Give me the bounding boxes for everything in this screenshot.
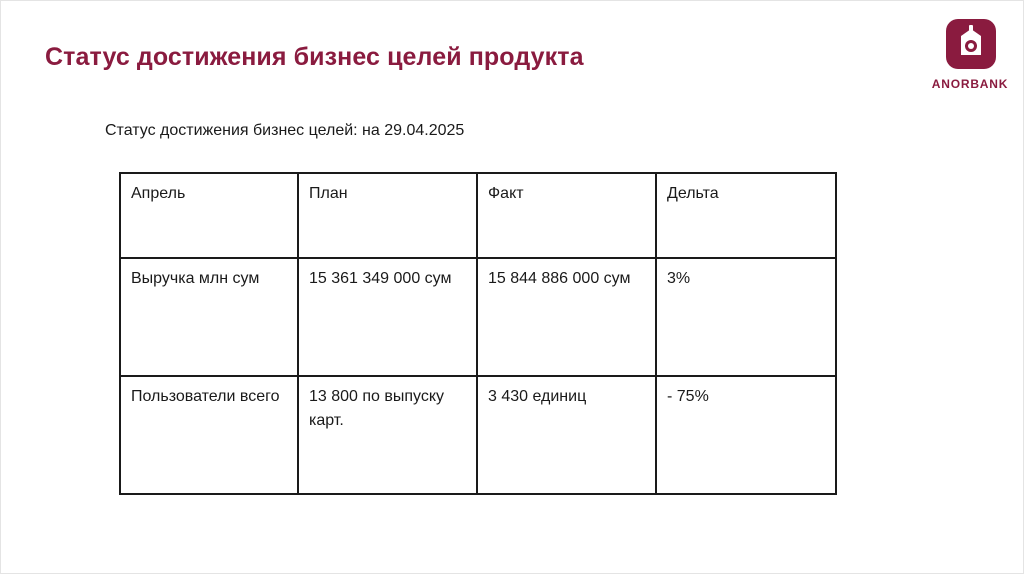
table-row — [120, 376, 836, 494]
table-cell-fact: 3 430 единиц — [477, 376, 656, 494]
table-cell-plan: 13 800 по выпуску карт. — [298, 376, 477, 494]
anorbank-logo — [919, 19, 1021, 99]
header-cell-plan: План — [298, 173, 477, 258]
table-cell-fact: 15 844 886 000 сум — [477, 258, 656, 376]
table-cell-plan: 15 361 349 000 сум — [298, 258, 477, 376]
table-header-row — [120, 173, 836, 258]
header-cell-fact: Факт — [477, 173, 656, 258]
status-table — [119, 172, 837, 495]
logo-text: ANORBANK — [931, 77, 1009, 91]
header-cell-month: Апрель — [120, 173, 298, 258]
table-cell-delta: 3% — [656, 258, 836, 376]
table-cell-delta: - 75% — [656, 376, 836, 494]
header-cell-delta: Дельта — [656, 173, 836, 258]
subtitle: Статус достижения бизнес целей: на 29.04.2025 — [105, 122, 465, 139]
table-cell-metric: Пользователи всего — [120, 376, 298, 494]
table-cell-metric: Выручка млн сум — [120, 258, 298, 376]
table-row — [120, 258, 836, 376]
anorbank-logo-icon — [946, 19, 996, 69]
slide-title: Статус достижения бизнес целей продукта — [45, 43, 584, 71]
